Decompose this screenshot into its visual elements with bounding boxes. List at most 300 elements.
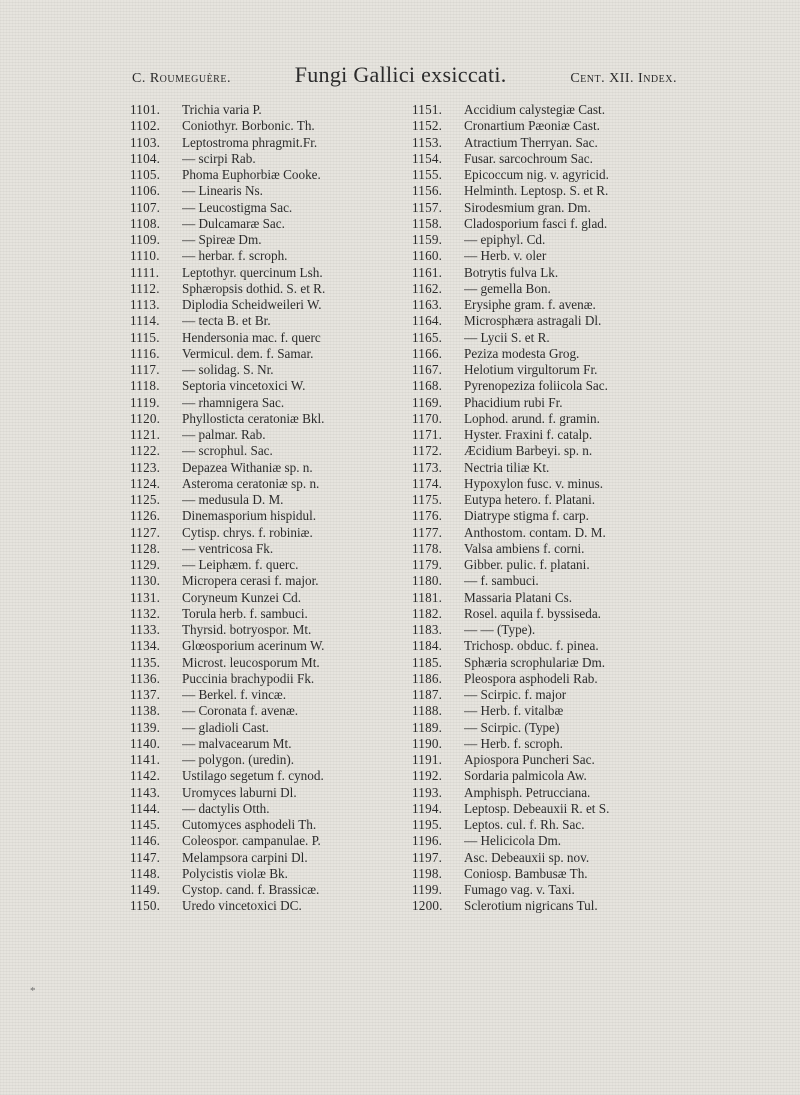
entry-species: Asteroma ceratoniæ sp. n. (182, 475, 320, 491)
entry-species: Hendersonia mac. f. querc (182, 329, 321, 345)
entry-number: 1141. (130, 752, 161, 767)
index-entry (130, 752, 400, 768)
entry-number: 1167. (412, 362, 443, 377)
entry-species: — Herb. f. vitalbæ (464, 703, 564, 719)
entry-number: 1104. (130, 150, 161, 166)
entry-species: Asc. Debeauxii sp. nov. (464, 849, 590, 865)
entry-number: 1124. (130, 475, 161, 491)
entry-species: — Lycii S. et R. (464, 329, 550, 345)
entry-number: 1156. (412, 183, 443, 199)
margin-mark: * (30, 985, 36, 997)
entry-species: Botrytis fulva Lk. (464, 264, 559, 280)
index-entry (412, 898, 682, 914)
entry-species: Septoria vincetoxici W. (182, 378, 306, 394)
index-entry (130, 460, 400, 476)
index-entry (130, 817, 400, 833)
index-entry (412, 541, 682, 557)
index-entry (130, 492, 400, 508)
entry-number: 1125. (130, 492, 161, 507)
entry-species: — gemella Bon. (464, 280, 551, 296)
entry-number: 1131. (130, 589, 161, 605)
entry-number: 1178. (412, 540, 443, 556)
index-entry (130, 443, 400, 459)
entry-species: Cystop. cand. f. Brassicæ. (182, 882, 320, 897)
entry-number: 1168. (412, 378, 443, 394)
entry-species: Microst. leucosporum Mt. (182, 654, 320, 670)
index-entry (130, 167, 400, 183)
index-entry (130, 476, 400, 492)
entry-species: Sphæropsis dothid. S. et R. (182, 280, 326, 296)
entry-number: 1130. (130, 573, 161, 589)
entry-species: Thyrsid. botryospor. Mt. (182, 622, 312, 637)
entry-species: Erysiphe gram. f. avenæ. (464, 297, 596, 312)
index-entry (412, 866, 682, 882)
entry-species: Leptostroma phragmit.Fr. (182, 134, 318, 150)
index-entry (412, 411, 682, 427)
entry-number: 1150. (130, 898, 161, 914)
entry-number: 1148. (130, 865, 161, 881)
index-entry (130, 232, 400, 248)
index-entry (412, 248, 682, 264)
entry-number: 1149. (130, 882, 161, 897)
entry-number: 1126. (130, 508, 161, 524)
entry-number: 1153. (412, 134, 443, 150)
index-entry (412, 525, 682, 541)
entry-number: 1134. (130, 638, 161, 654)
entry-number: 1179. (412, 557, 443, 572)
entry-species: Polycistis violæ Bk. (182, 865, 288, 881)
entry-number: 1171. (412, 427, 443, 442)
entry-number: 1106. (130, 183, 161, 199)
header-century: Cent. XII. Index. (570, 71, 677, 86)
entry-species: Sirodesmium gran. Dm. (464, 199, 591, 215)
index-entry (130, 362, 400, 378)
index-entry (412, 443, 682, 459)
entry-number: 1140. (130, 735, 161, 751)
entry-number: 1120. (130, 410, 161, 426)
entry-number: 1154. (412, 150, 443, 166)
index-entry (130, 606, 400, 622)
entry-number: 1116. (130, 345, 160, 361)
index-entry (412, 427, 682, 443)
entry-species: Atractium Therryan. Sac. (464, 134, 598, 150)
entry-species: — Scirpic. f. major (464, 687, 567, 702)
index-entry (412, 281, 682, 297)
entry-number: 1101. (130, 102, 161, 117)
index-entry (130, 638, 400, 654)
index-entry (130, 541, 400, 557)
entry-species: — herbar. f. scroph. (182, 248, 288, 264)
entry-species: Nectria tiliæ Kt. (464, 459, 550, 475)
entry-species: Coleospor. campanulae. P. (182, 833, 321, 849)
entry-species: Vermicul. dem. f. Samar. (182, 345, 314, 361)
entry-number: 1196. (412, 833, 443, 849)
entry-number: 1176. (412, 508, 443, 524)
entry-species: Coryneum Kunzei Cd. (182, 589, 302, 605)
entry-number: 1121. (130, 427, 161, 442)
index-entry (130, 557, 400, 573)
index-entry (412, 313, 682, 329)
entry-number: 1184. (412, 638, 443, 654)
entry-species: Lophod. arund. f. gramin. (464, 410, 600, 426)
entry-species: Anthostom. contam. D. M. (464, 524, 606, 540)
entry-species: Puccinia brachypodii Fk. (182, 670, 315, 686)
entry-number: 1103. (130, 134, 161, 150)
entry-species: — Berkel. f. vincæ. (182, 687, 287, 702)
entry-number: 1146. (130, 833, 161, 849)
index-entry (412, 817, 682, 833)
entry-number: 1200. (412, 898, 443, 914)
index-entry (412, 687, 682, 703)
entry-number: 1107. (130, 199, 161, 215)
entry-species: Depazea Withaniæ sp. n. (182, 459, 313, 475)
entry-number: 1164. (412, 313, 443, 329)
entry-number: 1118. (130, 378, 160, 394)
entry-number: 1187. (412, 687, 443, 702)
entry-species: Cronartium Pæoniæ Cast. (464, 118, 600, 134)
entry-number: 1137. (130, 687, 161, 702)
entry-species: Phyllosticta ceratoniæ Bkl. (182, 410, 325, 426)
entry-number: 1181. (412, 589, 443, 605)
entry-species: Microsphæra astragali Dl. (464, 313, 602, 329)
entry-number: 1109. (130, 232, 161, 247)
entry-number: 1152. (412, 118, 443, 134)
entry-species: Æcidium Barbeyi. sp. n. (464, 443, 593, 459)
index-entry (130, 216, 400, 232)
index-entry (130, 508, 400, 524)
entry-number: 1170. (412, 410, 443, 426)
index-entry (130, 525, 400, 541)
entry-species: — Herb. v. oler (464, 248, 547, 264)
entry-species: — Linearis Ns. (182, 183, 263, 199)
page-header (132, 62, 677, 88)
entry-species: — palmar. Rab. (182, 427, 266, 442)
index-entry (412, 671, 682, 687)
entry-number: 1199. (412, 882, 443, 897)
entry-number: 1157. (412, 199, 443, 215)
index-entry (412, 167, 682, 183)
index-entry (130, 427, 400, 443)
index-entry (130, 850, 400, 866)
entry-number: 1135. (130, 654, 161, 670)
entry-species: Coniothyr. Borbonic. Th. (182, 118, 315, 134)
entry-species: Dinemasporium hispidul. (182, 508, 317, 524)
index-entry (412, 655, 682, 671)
entry-number: 1119. (130, 394, 160, 410)
entry-number: 1112. (130, 280, 160, 296)
index-entry (412, 200, 682, 216)
index-entry (130, 395, 400, 411)
entry-species: Uredo vincetoxici DC. (182, 898, 302, 914)
entry-number: 1145. (130, 817, 161, 832)
entry-number: 1188. (412, 703, 443, 719)
entry-number: 1143. (130, 784, 161, 800)
index-entry (130, 768, 400, 784)
index-entry (130, 330, 400, 346)
entry-number: 1111. (130, 264, 160, 280)
entry-number: 1180. (412, 573, 443, 589)
index-entry (412, 703, 682, 719)
entry-number: 1177. (412, 524, 443, 540)
index-entry (412, 768, 682, 784)
entry-number: 1195. (412, 817, 443, 832)
entry-number: 1144. (130, 800, 161, 816)
index-entry (412, 850, 682, 866)
index-entry (412, 460, 682, 476)
entry-species: — Helicicola Dm. (464, 833, 562, 849)
entry-number: 1173. (412, 459, 443, 475)
index-entry (412, 833, 682, 849)
entry-number: 1175. (412, 492, 443, 507)
index-entry (412, 606, 682, 622)
entry-number: 1102. (130, 118, 161, 134)
entry-species: Eutypa hetero. f. Platani. (464, 492, 596, 507)
entry-number: 1191. (412, 752, 443, 767)
entry-number: 1193. (412, 784, 443, 800)
index-entry (412, 638, 682, 654)
index-entry (412, 395, 682, 411)
entry-species: — solidag. S. Nr. (182, 362, 274, 377)
entry-species: Gibber. pulic. f. platani. (464, 557, 590, 572)
index-entry (130, 866, 400, 882)
entry-species: — ventricosa Fk. (182, 540, 274, 556)
entry-number: 1183. (412, 622, 443, 637)
index-entry (412, 622, 682, 638)
entry-species: — scirpi Rab. (182, 150, 256, 166)
index-entry (412, 135, 682, 151)
entry-species: Valsa ambiens f. corni. (464, 540, 585, 556)
entry-species: Phoma Euphorbiæ Cooke. (182, 167, 321, 182)
entry-number: 1185. (412, 654, 443, 670)
entry-number: 1133. (130, 622, 161, 637)
index-entry (130, 655, 400, 671)
entry-number: 1123. (130, 459, 161, 475)
entry-species: — Spireæ Dm. (182, 232, 262, 247)
entry-species: Ustilago segetum f. cynod. (182, 768, 324, 784)
entry-number: 1197. (412, 849, 443, 865)
entry-species: Leptothyr. quercinum Lsh. (182, 264, 323, 280)
entry-number: 1162. (412, 280, 443, 296)
entry-species: Cladosporium fasci f. glad. (464, 215, 608, 231)
index-entry (412, 330, 682, 346)
entry-species: Peziza modesta Grog. (464, 345, 580, 361)
entry-number: 1110. (130, 248, 160, 264)
index-entry (412, 362, 682, 378)
entry-number: 1115. (130, 329, 160, 345)
entry-species: — tecta B. et Br. (182, 313, 271, 329)
entry-species: Sordaria palmicola Aw. (464, 768, 587, 784)
entry-species: Helminth. Leptosp. S. et R. (464, 183, 609, 199)
index-entry (412, 183, 682, 199)
index-entry (130, 833, 400, 849)
index-entry (130, 151, 400, 167)
index-entry (412, 232, 682, 248)
entry-species: — polygon. (uredin). (182, 752, 295, 767)
entry-species: Glœosporium acerinum W. (182, 638, 325, 654)
entry-number: 1113. (130, 297, 160, 312)
entry-species: — — (Type). (464, 622, 536, 637)
index-entry (412, 118, 682, 134)
index-entry (412, 785, 682, 801)
index-entry (130, 898, 400, 914)
index-entry (412, 102, 682, 118)
entry-number: 1155. (412, 167, 443, 182)
entry-number: 1117. (130, 362, 160, 377)
header-author: C. Roumeguère. (132, 71, 231, 86)
entry-species: Diplodia Scheidweileri W. (182, 297, 322, 312)
entry-species: Amphisph. Petrucciana. (464, 784, 591, 800)
entry-species: Trichosp. obduc. f. pinea. (464, 638, 599, 654)
entry-species: — Scirpic. (Type) (464, 719, 560, 735)
index-entry (130, 720, 400, 736)
entry-number: 1194. (412, 800, 443, 816)
index-entry (130, 313, 400, 329)
entry-species: Uromyces laburni Dl. (182, 784, 297, 800)
entry-number: 1139. (130, 719, 161, 735)
entry-species: Melampsora carpini Dl. (182, 849, 308, 865)
entry-species: Hypoxylon fusc. v. minus. (464, 475, 604, 491)
entry-species: — f. sambuci. (464, 573, 539, 589)
index-entry (412, 573, 682, 589)
entry-species: — Coronata f. avenæ. (182, 703, 299, 719)
index-entry (130, 671, 400, 687)
entry-number: 1192. (412, 768, 443, 784)
index-entry (412, 492, 682, 508)
entry-species: — Dulcamaræ Sac. (182, 215, 285, 231)
entry-species: — epiphyl. Cd. (464, 232, 546, 247)
entry-number: 1127. (130, 524, 161, 540)
entry-species: — malvacearum Mt. (182, 735, 292, 751)
index-entry (130, 378, 400, 394)
index-entry (130, 200, 400, 216)
entry-species: Fusar. sarcochroum Sac. (464, 150, 593, 166)
index-entry (130, 265, 400, 281)
index-entry (412, 590, 682, 606)
entry-number: 1160. (412, 248, 443, 264)
entry-species: Sclerotium nigricans Tul. (464, 898, 598, 914)
entry-number: 1165. (412, 329, 443, 345)
entry-species: — rhamnigera Sac. (182, 394, 285, 410)
entry-number: 1189. (412, 719, 443, 735)
entry-number: 1198. (412, 865, 443, 881)
index-entry (130, 703, 400, 719)
entry-species: Pleospora asphodeli Rab. (464, 670, 598, 686)
index-entry (130, 183, 400, 199)
entry-number: 1151. (412, 102, 443, 117)
entry-species: Massaria Platani Cs. (464, 589, 573, 605)
entry-species: Diatrype stigma f. carp. (464, 508, 589, 524)
entry-number: 1114. (130, 313, 160, 329)
index-entry (412, 151, 682, 167)
entry-number: 1169. (412, 394, 443, 410)
entry-number: 1158. (412, 215, 443, 231)
index-entry (412, 557, 682, 573)
entry-species: — medusula D. M. (182, 492, 284, 507)
index-entry (412, 216, 682, 232)
entry-number: 1108. (130, 215, 161, 231)
index-entry (130, 785, 400, 801)
entry-species: Leptosp. Debeauxii R. et S. (464, 800, 610, 816)
entry-species: Pyrenopeziza foliicola Sac. (464, 378, 608, 394)
entry-species: Rosel. aquila f. byssiseda. (464, 605, 601, 621)
index-entry (130, 281, 400, 297)
entry-species: Accidium calystegiæ Cast. (464, 102, 606, 117)
index-entry (412, 346, 682, 362)
entry-species: — Leucostigma Sac. (182, 199, 293, 215)
entry-species: Coniosp. Bambusæ Th. (464, 865, 588, 881)
entry-species: Fumago vag. v. Taxi. (464, 882, 575, 897)
index-entry (130, 297, 400, 313)
index-entry (412, 297, 682, 313)
index-entry (130, 248, 400, 264)
index-entry (130, 882, 400, 898)
entry-number: 1163. (412, 297, 443, 312)
index-entry (412, 882, 682, 898)
index-entry (412, 265, 682, 281)
entry-number: 1172. (412, 443, 443, 459)
index-entry (130, 102, 400, 118)
entry-species: Leptos. cul. f. Rh. Sac. (464, 817, 585, 832)
index-entry (130, 135, 400, 151)
entry-species: — dactylis Otth. (182, 800, 270, 816)
entry-number: 1129. (130, 557, 161, 572)
index-entry (130, 573, 400, 589)
entry-species: Epicoccum nig. v. agyricid. (464, 167, 609, 182)
entry-number: 1136. (130, 670, 161, 686)
index-entry (412, 378, 682, 394)
index-entry (130, 118, 400, 134)
index-entry (412, 720, 682, 736)
entry-number: 1159. (412, 232, 443, 247)
entry-number: 1174. (412, 475, 443, 491)
entry-number: 1132. (130, 605, 161, 621)
entry-species: Torula herb. f. sambuci. (182, 605, 308, 621)
entry-species: Helotium virgultorum Fr. (464, 362, 598, 377)
index-entry (130, 346, 400, 362)
entry-number: 1166. (412, 345, 443, 361)
entry-species: — gladioli Cast. (182, 719, 269, 735)
index-entry (130, 801, 400, 817)
index-entry (412, 752, 682, 768)
entry-species: Sphæria scrophulariæ Dm. (464, 654, 606, 670)
index-column-right (412, 102, 682, 915)
index-entry (130, 687, 400, 703)
entry-species: — scrophul. Sac. (182, 443, 273, 459)
header-title: Fungi Gallici exsiccati. (294, 62, 507, 87)
entry-species: Micropera cerasi f. major. (182, 573, 319, 589)
entry-number: 1128. (130, 540, 161, 556)
index-entry (412, 476, 682, 492)
entry-species: — Leiphæm. f. querc. (182, 557, 299, 572)
index-entry (412, 801, 682, 817)
index-entry (412, 736, 682, 752)
entry-species: — Herb. f. scroph. (464, 735, 563, 751)
entry-species: Cutomyces asphodeli Th. (182, 817, 317, 832)
entry-number: 1182. (412, 605, 443, 621)
index-column-left (130, 102, 400, 915)
entry-number: 1147. (130, 849, 161, 865)
entry-number: 1142. (130, 768, 161, 784)
entry-number: 1122. (130, 443, 161, 459)
index-entry (130, 622, 400, 638)
entry-number: 1190. (412, 735, 443, 751)
entry-number: 1186. (412, 670, 443, 686)
index-entry (412, 508, 682, 524)
entry-species: Trichia varia P. (182, 102, 262, 117)
entry-number: 1138. (130, 703, 161, 719)
index-entry (130, 411, 400, 427)
entry-number: 1161. (412, 264, 443, 280)
